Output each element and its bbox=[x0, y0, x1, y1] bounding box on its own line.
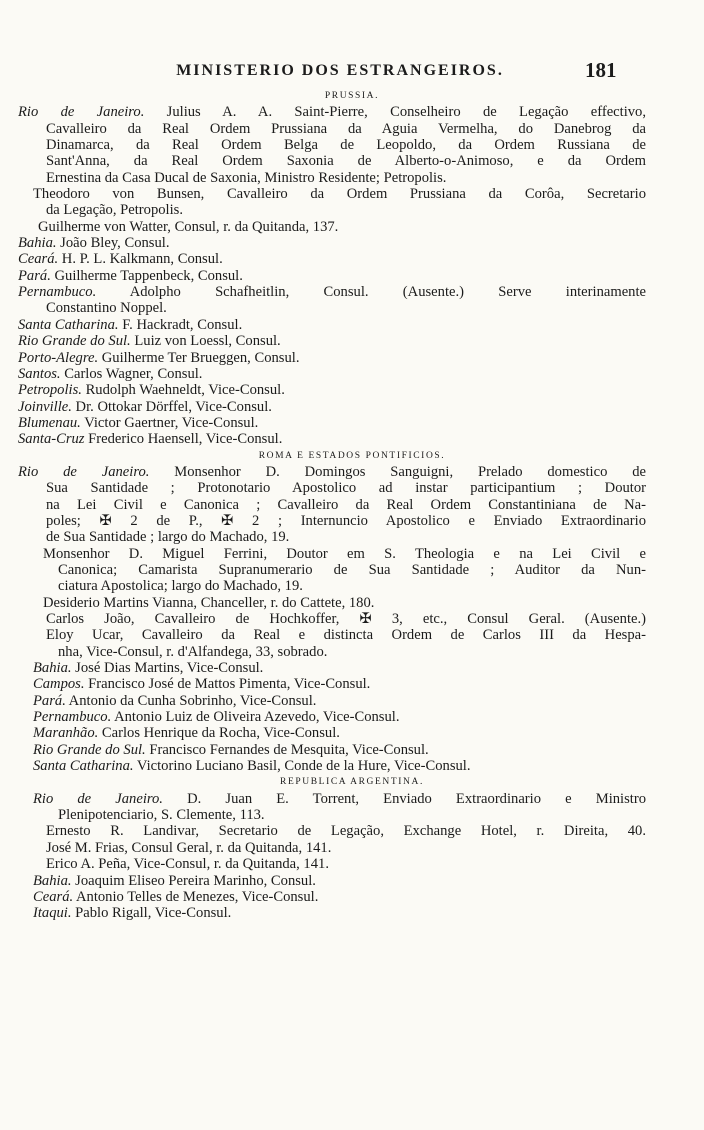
place-name: Pernambuco. bbox=[33, 709, 112, 726]
entry-text: João Bley, Consul. bbox=[56, 235, 170, 252]
place-name: Maranhão. bbox=[33, 725, 99, 742]
place-name: Itaqui. bbox=[33, 905, 72, 922]
entry-text: Guilherme von Watter, Consul, r. da Quitanda, 137. bbox=[38, 218, 339, 235]
place-name: Santa Catharina. bbox=[33, 758, 134, 775]
entry-text: Pablo Rigall, Vice-Consul. bbox=[71, 905, 232, 922]
running-title: MINISTERIO DOS ESTRANGEIROS. bbox=[176, 62, 504, 79]
entry-text: D. Juan E. Torrent, Enviado Extraordinario e Ministro bbox=[162, 790, 646, 807]
entry-line bbox=[18, 791, 646, 807]
entry-text: Joaquim Eliseo Pereira Marinho, Consul. bbox=[71, 872, 316, 889]
entry-line bbox=[18, 121, 646, 137]
place-name: Ceará. bbox=[33, 888, 74, 905]
entry-line bbox=[18, 823, 646, 839]
entry-text: Dr. Ottokar Dörffel, Vice-Consul. bbox=[71, 398, 272, 415]
entry-text: ciatura Apostolica; largo do Machado, 19. bbox=[58, 578, 303, 595]
place-name: Santos. bbox=[18, 365, 61, 382]
entry-line bbox=[18, 497, 646, 513]
entry-line bbox=[18, 431, 646, 447]
entry-line bbox=[18, 529, 646, 545]
entry-text: Cavalleiro da Real Ordem Prussiana da Aguia Vermelha, do Danebrog da bbox=[46, 120, 646, 137]
place-name: Rio Grande do Sul. bbox=[18, 333, 131, 350]
entry-text: José Dias Martins, Vice-Consul. bbox=[71, 660, 264, 677]
entry-line bbox=[18, 676, 646, 692]
place-name: Joinville. bbox=[18, 398, 72, 415]
entry-text: Eloy Ucar, Cavalleiro da Real e distincta Ordem de Carlos III da Hespa- bbox=[46, 627, 646, 644]
entry-text: da Legação, Petropolis. bbox=[46, 202, 183, 219]
entry-text: de Sua Santidade ; largo do Machado, 19. bbox=[46, 529, 290, 546]
entry-line bbox=[18, 905, 646, 921]
entry-line bbox=[18, 104, 646, 120]
entry-line bbox=[18, 742, 646, 758]
entry-line bbox=[18, 300, 646, 316]
section bbox=[18, 88, 646, 448]
section bbox=[18, 774, 646, 921]
entry-line bbox=[18, 840, 646, 856]
entry-text: Dinamarca, da Real Ordem Belga de Leopoldo, da Ordem Russiana de bbox=[46, 137, 646, 154]
place-name: Santa-Cruz bbox=[18, 431, 85, 448]
entry-line bbox=[18, 186, 646, 202]
entry-line bbox=[18, 399, 646, 415]
entry-text: Canonica; Camarista Supranumerario de Sua Santidade ; Auditor da Nun- bbox=[58, 561, 646, 578]
entry-line bbox=[18, 578, 646, 594]
entry-line bbox=[18, 366, 646, 382]
entry-text: Frederico Haensell, Vice-Consul. bbox=[84, 431, 283, 448]
entry-text: Victorino Luciano Basil, Conde de la Hure, Vice-Consul. bbox=[133, 758, 471, 775]
entry-text: Guilherme Tappenbeck, Consul. bbox=[50, 267, 243, 284]
entry-line bbox=[18, 562, 646, 578]
place-name: Rio de Janeiro. bbox=[18, 104, 145, 121]
place-name: Pará. bbox=[33, 692, 66, 709]
entry-text: Monsenhor D. Miguel Ferrini, Doutor em S. Theologia e na Lei Civil e bbox=[43, 545, 646, 562]
entry-line bbox=[18, 284, 646, 300]
entry-line bbox=[18, 317, 646, 333]
entry-line bbox=[18, 513, 646, 529]
entry-line bbox=[18, 546, 646, 562]
place-name: Santa Catharina. bbox=[18, 316, 119, 333]
section-heading: REPUBLICA ARGENTINA. bbox=[280, 777, 424, 788]
entry-line bbox=[18, 219, 646, 235]
place-name: Porto-Alegre. bbox=[18, 349, 99, 366]
entry-line bbox=[18, 235, 646, 251]
entry-text: H. P. L. Kalkmann, Consul. bbox=[58, 251, 223, 268]
entry-text: Luiz von Loessl, Consul. bbox=[130, 333, 281, 350]
place-name: Rio de Janeiro. bbox=[18, 463, 150, 480]
entry-text: Victor Gaertner, Vice-Consul. bbox=[80, 414, 259, 431]
place-name: Blumenau. bbox=[18, 414, 81, 431]
entry-line bbox=[18, 382, 646, 398]
entry-line bbox=[18, 758, 646, 774]
place-name: Rio de Janeiro. bbox=[33, 790, 163, 807]
entry-text: nha, Vice-Consul, r. d'Alfandega, 33, sobrado. bbox=[58, 643, 328, 660]
entry-line bbox=[18, 627, 646, 643]
section-heading: ROMA E ESTADOS PONTIFICIOS. bbox=[258, 450, 446, 461]
section-heading: PRUSSIA. bbox=[324, 91, 380, 101]
body-text bbox=[18, 88, 646, 922]
entry-line bbox=[18, 889, 646, 905]
entry-text: Monsenhor D. Domingos Sanguigni, Prelado domestico de bbox=[149, 463, 646, 480]
entry-text: Antonio Luiz de Oliveira Azevedo, Vice-Consul. bbox=[111, 709, 400, 726]
entry-text: Julius A. A. Saint-Pierre, Conselheiro de Legação effectivo, bbox=[144, 104, 646, 121]
entry-text: Erico A. Peña, Vice-Consul, r. da Quitanda, 141. bbox=[46, 856, 329, 873]
entry-text: Antonio da Cunha Sobrinho, Vice-Consul. bbox=[65, 692, 317, 709]
entry-text: Theodoro von Bunsen, Cavalleiro da Ordem Prussiana da Corôa, Secretario bbox=[33, 186, 646, 203]
entry-line bbox=[18, 693, 646, 709]
place-name: Ceará. bbox=[18, 251, 59, 268]
entry-text: Sua Santidade ; Protonotario Apostolico ad instar participantium ; Doutor bbox=[46, 480, 646, 497]
entry-text: Francisco Fernandes de Mesquita, Vice-Consul. bbox=[145, 741, 429, 758]
entry-line bbox=[18, 856, 646, 872]
place-name: Pernambuco. bbox=[18, 284, 97, 301]
entry-text: Carlos João, Cavalleiro de Hochkoffer, ✠ 3, etc., Consul Geral. (Ausente.) bbox=[46, 611, 646, 627]
entry-text: Constantino Noppel. bbox=[46, 300, 167, 317]
entry-text: F. Hackradt, Consul. bbox=[118, 316, 243, 333]
entry-line bbox=[18, 268, 646, 284]
entry-text: Ernesto R. Landivar, Secretario de Legação, Exchange Hotel, r. Direita, 40. bbox=[46, 823, 646, 840]
place-name: Rio Grande do Sul. bbox=[33, 741, 146, 758]
entry-line bbox=[18, 415, 646, 431]
entry-text: Guilherme Ter Brueggen, Consul. bbox=[98, 349, 300, 366]
entry-text: Sant'Anna, da Real Ordem Saxonia de Alberto-o-Animoso, e da Ordem bbox=[46, 153, 646, 170]
entry-line bbox=[18, 480, 646, 496]
entry-text: Rudolph Waehneldt, Vice-Consul. bbox=[81, 382, 285, 399]
place-name: Pará. bbox=[18, 267, 51, 284]
place-name: Bahia. bbox=[18, 235, 57, 252]
entry-text: Plenipotenciario, S. Clemente, 113. bbox=[58, 807, 265, 824]
entry-line bbox=[18, 350, 646, 366]
entry-line bbox=[18, 170, 646, 186]
section bbox=[18, 448, 646, 775]
page-number: 181 bbox=[585, 58, 617, 82]
entry-line bbox=[18, 333, 646, 349]
entry-line bbox=[18, 251, 646, 267]
place-name: Petropolis. bbox=[18, 382, 82, 399]
entry-line bbox=[18, 709, 646, 725]
running-head bbox=[0, 58, 704, 88]
entry-line bbox=[18, 464, 646, 480]
entry-line bbox=[18, 202, 646, 218]
entry-text: Adolpho Schafheitlin, Consul. (Ausente.) Serve interinamente bbox=[96, 284, 646, 301]
entry-text: Carlos Henrique da Rocha, Vice-Consul. bbox=[98, 725, 340, 742]
entry-text: poles; ✠ 2 de P., ✠ 2 ; Internuncio Apostolico e Enviado Extraordinario bbox=[46, 512, 646, 529]
entry-text: Desiderio Martins Vianna, Chanceller, r. do Cattete, 180. bbox=[43, 594, 375, 611]
entry-line bbox=[18, 644, 646, 660]
entry-text: Carlos Wagner, Consul. bbox=[60, 365, 203, 382]
entry-line bbox=[18, 595, 646, 611]
entry-line bbox=[18, 137, 646, 153]
entry-line bbox=[18, 873, 646, 889]
place-name: Campos. bbox=[33, 676, 85, 693]
entry-text: Ernestina da Casa Ducal de Saxonia, Ministro Residente; Petropolis. bbox=[46, 169, 447, 186]
entry-line bbox=[18, 611, 646, 627]
place-name: Bahia. bbox=[33, 660, 72, 677]
entry-text: Francisco José de Mattos Pimenta, Vice-Consul. bbox=[84, 676, 371, 693]
entry-text: José M. Frias, Consul Geral, r. da Quitanda, 141. bbox=[46, 839, 332, 856]
entry-line bbox=[18, 660, 646, 676]
place-name: Bahia. bbox=[33, 872, 72, 889]
entry-text: Antonio Telles de Menezes, Vice-Consul. bbox=[73, 888, 319, 905]
entry-line bbox=[18, 153, 646, 169]
entry-line bbox=[18, 725, 646, 741]
entry-line bbox=[18, 807, 646, 823]
entry-text: na Lei Civil e Canonica ; Cavalleiro da Real Ordem Constantiniana de Na- bbox=[46, 496, 646, 513]
